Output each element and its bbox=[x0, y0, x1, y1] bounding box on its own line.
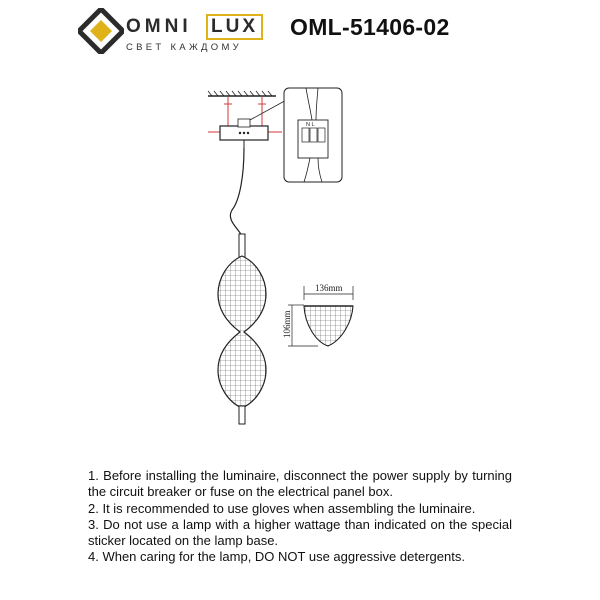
safety-notes bbox=[88, 468, 512, 566]
ceiling-line bbox=[208, 91, 276, 96]
dimension-width: 136mm bbox=[315, 283, 343, 293]
ceiling-canopy bbox=[220, 119, 268, 148]
terminal-letters: N L bbox=[306, 122, 315, 128]
bottom-tube bbox=[239, 406, 245, 424]
dimension-detail bbox=[282, 283, 353, 346]
brand-name-lux: LUX bbox=[206, 14, 263, 40]
pendant-shade bbox=[218, 256, 266, 408]
note-2: 2. It is recommended to use gloves when assembling the luminaire. bbox=[88, 500, 476, 516]
brand-name-omni: OMNI bbox=[126, 16, 192, 37]
dimension-height: 106mm bbox=[282, 310, 292, 338]
note-3: 3. Do not use a lamp with a higher wattage than indicated on the special sticker located on the lamp base. bbox=[88, 516, 512, 549]
suspension-cable bbox=[230, 148, 244, 236]
note-1: 1. Before installing the luminaire, disconnect the power supply by turning the circuit breaker or fuse on the electrical panel box. bbox=[88, 468, 512, 500]
terminal-block-detail bbox=[284, 88, 342, 182]
model-number: OML-51406-02 bbox=[290, 14, 450, 40]
brand-tagline: СВЕТ КАЖДОМУ bbox=[126, 42, 242, 53]
note-4: 4. When caring for the lamp, DO NOT use aggressive detergents. bbox=[88, 549, 465, 565]
